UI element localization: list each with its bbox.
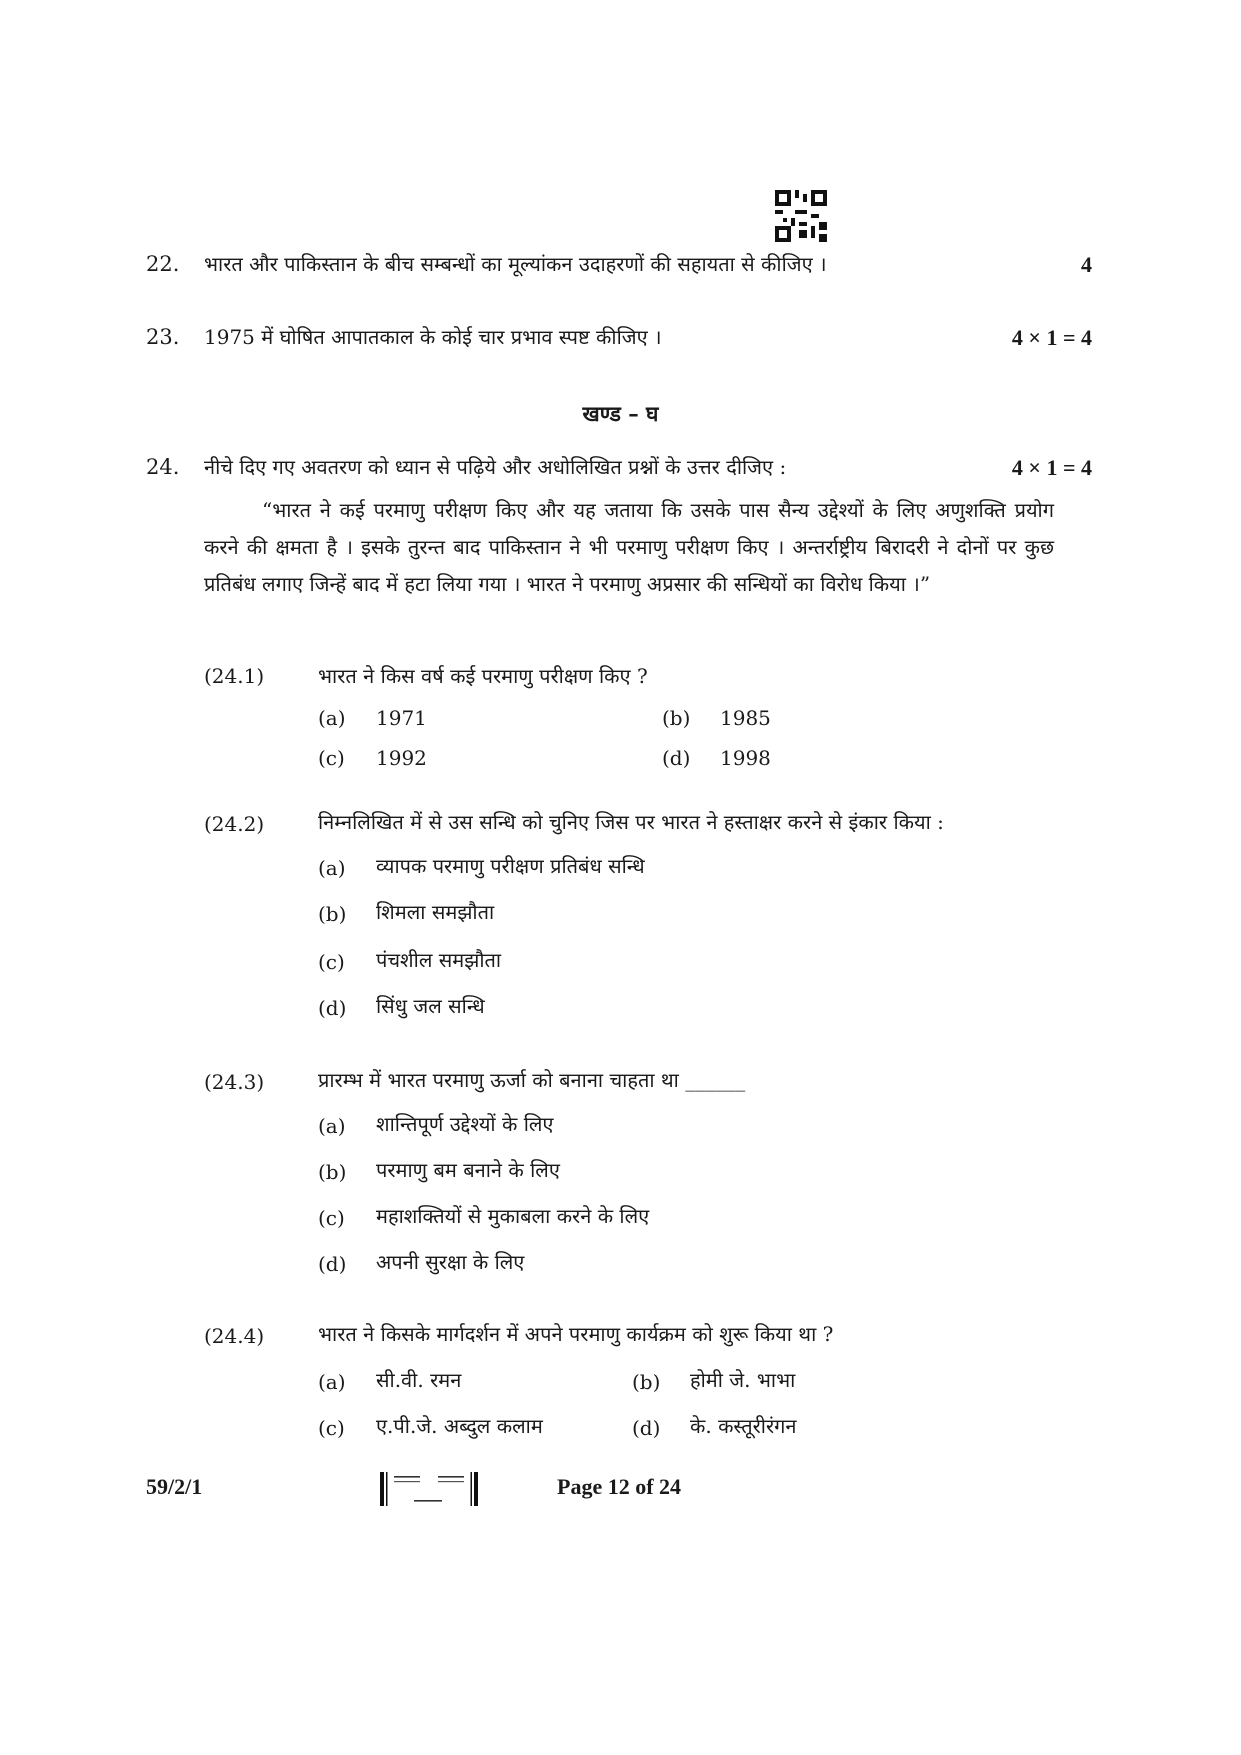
option-a: व्यापक परमाणु परीक्षण प्रतिबंध सन्धि — [376, 854, 645, 878]
barcode-icon — [380, 1472, 480, 1506]
subquestion-number: (24.3) — [204, 1070, 265, 1094]
option-a: शान्तिपूर्ण उद्देश्यों के लिए — [376, 1112, 554, 1136]
option-label: (c) — [318, 746, 345, 770]
subquestion-text: प्रारम्भ में भारत परमाणु ऊर्जा को बनाना चाहता था ______ — [318, 1068, 746, 1092]
section-title: खण्ड – घ — [582, 401, 659, 426]
option-label: (c) — [318, 1416, 345, 1440]
option-c: महाशक्तियों से मुकाबला करने के लिए — [376, 1204, 650, 1228]
option-c: ए.पी.जे. अब्दुल कलाम — [376, 1414, 543, 1438]
marks: 4 × 1 = 4 — [1011, 325, 1092, 350]
passage: “भारत ने कई परमाणु परीक्षण किए और यह जताया कि उसके पास सैन्य उद्देश्यों के लिए अणुशक्ति प्रयोग करने की क्षमता है । इसके तुरन्त बाद पाकिस्तान ने भी परमाणु परीक्षण किए । अन्तर्राष्ट्रीय बिरादरी ने दोनों पर कुछ प्रतिबंध लगाए जिन्हें बाद में हटा लिया गया । भारत ने परमाणु अप्रसार की सन्धियों का विरोध किया ।” — [204, 498, 1054, 596]
qr-code-icon — [775, 190, 827, 242]
option-label: (a) — [318, 1370, 346, 1394]
question-text: नीचे दिए गए अवतरण को ध्यान से पढ़िये और अधोलिखित प्रश्नों के उत्तर दीजिए : — [204, 455, 787, 479]
subquestion-number: (24.4) — [204, 1324, 265, 1348]
option-d: अपनी सुरक्षा के लिए — [376, 1250, 525, 1274]
option-label: (d) — [318, 1252, 347, 1276]
question-text: भारत और पाकिस्तान के बीच सम्बन्धों का मूल्यांकन उदाहरणों की सहायता से कीजिए । — [204, 252, 827, 276]
subquestion-number: (24.1) — [204, 664, 265, 688]
option-b: परमाणु बम बनाने के लिए — [376, 1158, 560, 1182]
marks: 4 — [1081, 252, 1092, 277]
option-label: (a) — [318, 706, 346, 730]
option-label: (a) — [318, 856, 346, 880]
option-label: (c) — [318, 950, 345, 974]
option-label: (b) — [318, 902, 347, 926]
option-a: सी.वी. रमन — [376, 1368, 462, 1392]
option-d: सिंधु जल सन्धि — [376, 994, 485, 1018]
option-b: शिमला समझौता — [376, 900, 495, 924]
option-c: पंचशील समझौता — [376, 948, 502, 972]
option-label: (c) — [318, 1206, 345, 1230]
marks: 4 × 1 = 4 — [1011, 455, 1092, 480]
option-label: (d) — [318, 996, 347, 1020]
option-label: (b) — [662, 706, 691, 730]
subquestion-text: भारत ने किस वर्ष कई परमाणु परीक्षण किए ? — [318, 664, 648, 688]
page-number: Page 12 of 24 — [557, 1474, 682, 1499]
option-label: (d) — [632, 1416, 661, 1440]
option-b: होमी जे. भाभा — [690, 1368, 796, 1392]
option-d: के. कस्तूरीरंगन — [690, 1414, 797, 1438]
option-c: 1992 — [376, 746, 427, 770]
question-number: 23. — [146, 325, 180, 349]
question-text: 1975 में घोषित आपातकाल के कोई चार प्रभाव स्पष्ट कीजिए । — [204, 325, 662, 349]
subquestion-number: (24.2) — [204, 812, 265, 836]
option-a: 1971 — [376, 706, 427, 730]
option-label: (b) — [632, 1370, 661, 1394]
question-number: 22. — [146, 252, 180, 276]
subquestion-text: भारत ने किसके मार्गदर्शन में अपने परमाणु कार्यक्रम को शुरू किया था ? — [318, 1322, 834, 1346]
option-d: 1998 — [720, 746, 771, 770]
paper-code: 59/2/1 — [146, 1474, 203, 1499]
subquestion-text: निम्नलिखित में से उस सन्धि को चुनिए जिस पर भारत ने हस्ताक्षर करने से इंकार किया : — [318, 810, 944, 834]
question-number: 24. — [146, 455, 180, 479]
option-label: (d) — [662, 746, 691, 770]
option-b: 1985 — [720, 706, 771, 730]
option-label: (b) — [318, 1160, 347, 1184]
option-label: (a) — [318, 1114, 346, 1138]
